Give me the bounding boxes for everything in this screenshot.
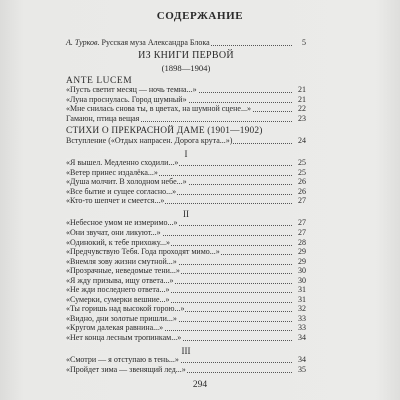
entry-page: 32 — [298, 304, 306, 314]
intro-title: Русская муза Александра Блока — [101, 38, 210, 47]
toc-entry — [66, 114, 306, 124]
part-title: ИЗ КНИГИ ПЕРВОЙ — [138, 49, 234, 61]
entry-page: 30 — [298, 266, 306, 276]
toc-entry — [66, 257, 306, 267]
entry-title: «Пусть светит месяц — ночь темна...» — [66, 85, 197, 95]
entry-page: 34 — [298, 333, 306, 342]
entry-page: 26 — [298, 186, 306, 196]
entry-title: «Луна проснулась. Город шумный» — [66, 94, 187, 104]
entry-page: 26 — [298, 177, 306, 187]
toc-entry — [66, 247, 306, 257]
toc-entry — [66, 304, 306, 314]
entry-page: 24 — [298, 135, 306, 145]
toc-entry — [66, 177, 306, 187]
toc-entry-intro — [66, 38, 306, 48]
subsection-numeral: II — [183, 208, 189, 219]
intro-author: А. Турков. — [66, 38, 100, 47]
toc-entry — [66, 323, 306, 333]
entry-title: «Мне снилась снова ты, в цветах, на шумной сцене...» — [66, 104, 251, 114]
toc-entry — [66, 168, 306, 178]
entry-title: «Видно, дни золотые пришли...» — [66, 313, 177, 323]
entry-page: 25 — [298, 158, 306, 168]
entry-title: Гамаюн, птица вещая — [66, 113, 140, 123]
entry-title: Вступление («Отдых напрасен. Дорога крута...») — [66, 135, 233, 145]
entry-page: 25 — [298, 167, 306, 177]
entry-title: «Не жди последнего ответа...» — [66, 285, 170, 295]
entry-title: «Ветер принес издалёка...» — [66, 167, 158, 177]
toc-entry — [66, 285, 306, 295]
intro-page: 5 — [302, 38, 306, 47]
entry-title: «Я жду призыва, ищу ответа...» — [66, 275, 174, 285]
entry-page: 23 — [298, 113, 306, 123]
entry-page: 27 — [298, 196, 306, 206]
toc-entry — [66, 314, 306, 324]
entry-page: 21 — [298, 85, 306, 95]
toc-entry — [66, 266, 306, 276]
toc-entry — [66, 365, 306, 375]
subsection-numeral: I — [184, 148, 188, 159]
entry-title: «Одинокий, к тебе прихожу...» — [66, 237, 170, 247]
toc-entry — [66, 196, 306, 206]
entry-page: 27 — [298, 218, 306, 228]
entry-page: 34 — [298, 355, 306, 365]
entry-page: 27 — [298, 227, 306, 237]
entry-title: «Внемля зову жизни смутной...» — [66, 256, 177, 266]
toc-entry — [66, 355, 306, 365]
toc-entry — [66, 295, 306, 305]
entry-title: «Предчувствую Тебя. Года проходят мимо...» — [66, 247, 220, 256]
toc-entry — [66, 158, 306, 168]
toc-entry — [66, 228, 306, 238]
toc-entry — [66, 276, 306, 286]
toc-entry — [66, 333, 306, 343]
entry-title: «Сумерки, сумерки вешние...» — [66, 294, 170, 304]
entry-title: «Пройдет зима — звенящий лед...» — [66, 364, 186, 374]
subsection-numeral: III — [181, 345, 191, 356]
toc-entry — [66, 104, 306, 114]
toc-entry-intro-poem — [66, 136, 306, 146]
toc-entry — [66, 187, 306, 197]
entry-page: 28 — [298, 237, 306, 247]
entry-page: 33 — [298, 313, 306, 323]
entry-title: «Кругом далекая равнина...» — [66, 323, 164, 333]
cycle-title: СТИХИ О ПРЕКРАСНОЙ ДАМЕ (1901—1902) — [66, 126, 263, 137]
contents-heading: СОДЕРЖАНИЕ — [156, 10, 244, 22]
entry-title: «Нет конца лесным тропинкам...» — [66, 333, 182, 342]
entry-page: 22 — [298, 104, 306, 114]
entry-page: 29 — [298, 247, 306, 256]
part-years: (1898—1904) — [161, 63, 211, 74]
toc-entry — [66, 238, 306, 248]
entry-title: «Ты горишь над высокой горою...» — [66, 304, 185, 314]
entry-title: «Небесное умом не измеримо...» — [66, 218, 178, 228]
entry-title: «Я вышел. Медленно сходили...» — [66, 158, 179, 168]
entry-page: 21 — [298, 94, 306, 104]
entry-page: 29 — [298, 256, 306, 266]
toc-entry — [66, 95, 306, 105]
toc-entry — [66, 85, 306, 95]
entry-title: «Они звучат, они ликуют...» — [66, 227, 161, 237]
entry-page: 31 — [298, 285, 306, 295]
ante-lucem-title: ANTE LUCEM — [66, 75, 133, 86]
entry-title: «Прозрачные, неведомые тени...» — [66, 266, 180, 276]
toc-entry — [66, 218, 306, 228]
entry-title: «Душа молчит. В холодном небе...» — [66, 177, 187, 187]
entry-page: 31 — [298, 294, 306, 304]
entry-page: 30 — [298, 275, 306, 285]
entry-page: 33 — [298, 323, 306, 333]
entry-page: 35 — [298, 364, 306, 374]
entry-title: «Кто-то шепчет и смеется...» — [66, 196, 165, 206]
page-number: 294 — [192, 380, 208, 390]
entry-title: «Все бытие и сущее согласно...» — [66, 186, 177, 196]
entry-title: «Смотри — я отступаю в тень...» — [66, 355, 179, 365]
